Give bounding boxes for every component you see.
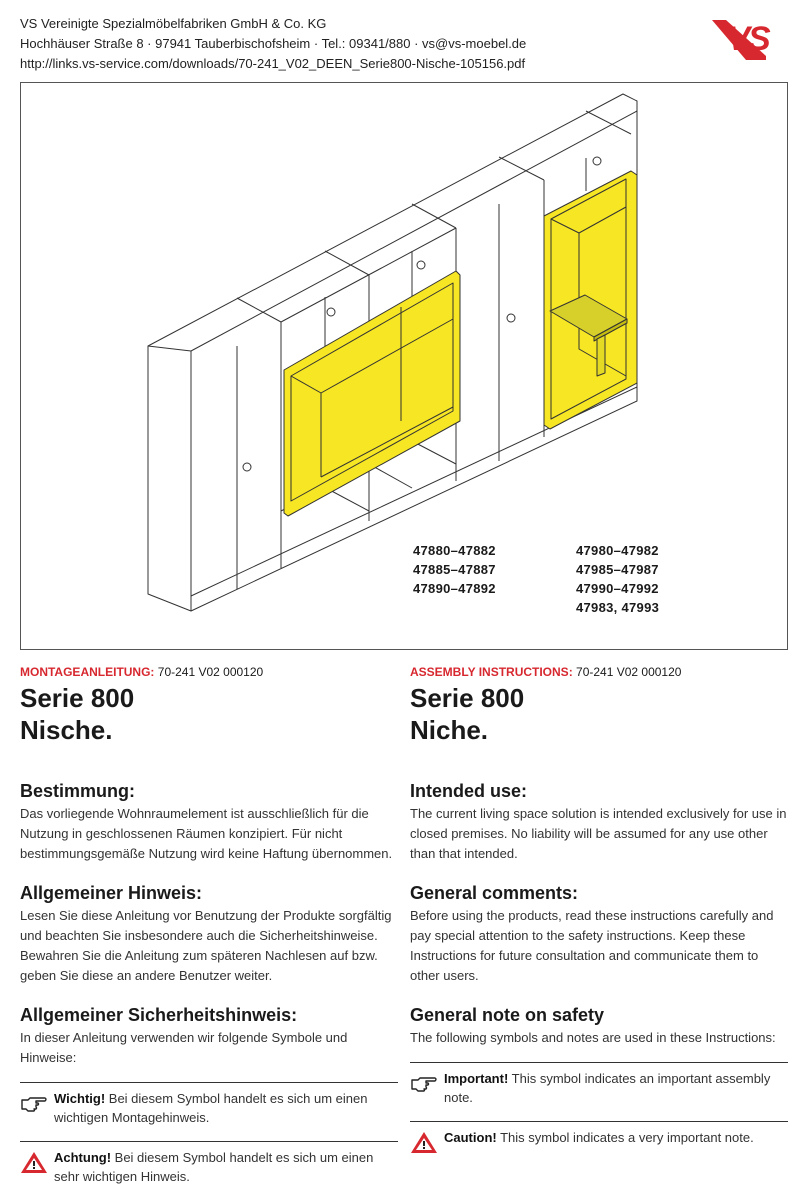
note-label: Achtung! — [54, 1150, 112, 1165]
assembly-illustration — [20, 82, 788, 650]
title-line: Serie 800 — [410, 683, 525, 713]
note-text: Bei diesem Symbol handelt es sich um einen sehr wichtigen Hinweis. — [54, 1150, 374, 1184]
note-label: Caution! — [444, 1130, 497, 1145]
document-url[interactable]: http://links.vs-service.com/downloads/70-241_V02_DEEN_Serie800-Nische-105156.pdf — [20, 56, 526, 71]
section-text: Lesen Sie diese Anleitung vor Benutzung der Produkte sorgfältig und beachten Sie insbesondere auch die Sicherheitshinweise. Bewahren Sie die Anleitung zum späteren Nachlesen auf bzw. geben Sie diese an andere Benutzer weiter. — [20, 908, 392, 983]
furniture-drawing — [21, 83, 788, 650]
article-number: 47983, 47993 — [576, 600, 660, 615]
warning-triangle-icon — [20, 1150, 48, 1174]
pointing-hand-icon — [410, 1071, 438, 1095]
important-note — [20, 1082, 398, 1127]
doc-code: 70-241 V02 000120 — [154, 665, 264, 679]
german-column — [20, 664, 398, 1186]
pointing-hand-icon — [20, 1091, 48, 1115]
note-text: Bei diesem Symbol handelt es sich um einen wichtigen Montagehinweis. — [54, 1091, 368, 1125]
note-text: This symbol indicates an important assembly note. — [444, 1071, 771, 1105]
article-number: 47885–47887 — [413, 562, 496, 577]
section-text: In dieser Anleitung verwenden wir folgende Symbole und Hinweise: — [20, 1030, 348, 1065]
caution-note — [410, 1121, 788, 1163]
section-text: Before using the products, read these instructions carefully and pay special attention to the safety instructions. Keep these Instructions for future consultation and communicate them to other users. — [410, 908, 774, 983]
section-text: The following symbols and notes are used in these Instructions: — [410, 1030, 776, 1045]
important-note — [410, 1062, 788, 1107]
article-number: 47990–47992 — [576, 581, 659, 596]
article-number: 47980–47982 — [576, 543, 659, 558]
section-heading: Allgemeiner Sicherheitshinweis: — [20, 1005, 298, 1025]
doc-kind-label: ASSEMBLY INSTRUCTIONS: — [410, 665, 573, 679]
caution-note — [20, 1141, 398, 1186]
section-heading: Intended use: — [410, 781, 528, 801]
article-number: 47880–47882 — [413, 543, 496, 558]
title-line: Niche. — [410, 715, 489, 745]
note-label: Important! — [444, 1071, 509, 1086]
section-heading: General note on safety — [410, 1005, 605, 1025]
title-line: Nische. — [20, 715, 113, 745]
english-column — [410, 664, 788, 1163]
company-address: Hochhäuser Straße 8 · 97941 Tauberbischofsheim · Tel.: 09341/880 · vs@vs-moebel.de — [20, 36, 527, 51]
section-heading: General comments: — [410, 883, 579, 903]
logo-text: VS — [727, 20, 769, 58]
doc-kind-label: MONTAGEANLEITUNG: — [20, 665, 155, 679]
article-number: 47985–47987 — [576, 562, 659, 577]
article-numbers-left — [413, 541, 496, 598]
section-heading: Bestimmung: — [20, 781, 136, 801]
note-text: This symbol indicates a very important note. — [496, 1130, 754, 1145]
doc-kind-line — [410, 664, 788, 680]
company-name: VS Vereinigte Spezialmöbelfabriken GmbH & Co. KG — [20, 16, 327, 31]
article-numbers-right — [576, 541, 659, 617]
page-title — [20, 682, 398, 746]
note-label: Wichtig! — [54, 1091, 106, 1106]
section-text: Das vorliegende Wohnraumelement ist ausschließlich für die Nutzung in geschlossenen Räumen konzipiert. Für nicht bestimmungsgemäße Nutzung wird keine Haftung übernommen. — [20, 806, 393, 861]
vs-logo — [706, 16, 790, 62]
doc-kind-line — [20, 664, 398, 680]
title-line: Serie 800 — [20, 683, 135, 713]
section-heading: Allgemeiner Hinweis: — [20, 883, 203, 903]
section-text: The current living space solution is intended exclusively for use in closed premises. No liability will be assumed for any use other than that intended. — [410, 806, 787, 861]
doc-code: 70-241 V02 000120 — [572, 665, 682, 679]
page-title — [410, 682, 788, 746]
warning-triangle-icon — [410, 1130, 438, 1154]
company-header — [20, 14, 526, 74]
article-number: 47890–47892 — [413, 581, 496, 596]
